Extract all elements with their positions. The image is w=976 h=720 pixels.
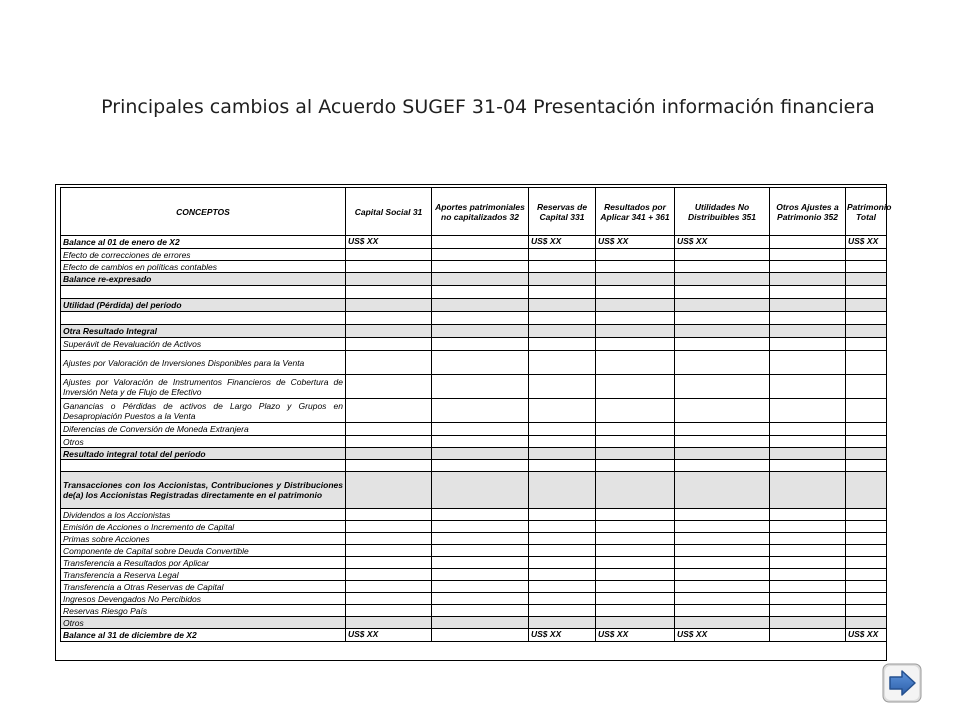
table-row: [61, 299, 887, 312]
cell-value: US$ XX: [529, 629, 596, 642]
cell-value: US$ XX: [846, 236, 887, 249]
row-label: Transferencia a Reserva Legal: [61, 569, 346, 581]
table-row: [61, 448, 887, 460]
table-row: [61, 593, 887, 605]
table-row: [61, 261, 887, 273]
cell-empty: [770, 236, 846, 249]
cell-empty: [432, 236, 529, 249]
right-arrow-icon: [882, 663, 922, 703]
table-row: [61, 351, 887, 375]
table-row: [61, 436, 887, 448]
header-conceptos: CONCEPTOS: [61, 188, 346, 236]
table-row: [61, 629, 887, 642]
cell-value: US$ XX: [846, 629, 887, 642]
row-label: Ganancias o Pérdidas de activos de Largo Plazo y Grupos en Desapropiación Puestos a la Venta: [61, 399, 346, 423]
row-label: Ajustes por Valoración de Instrumentos Financieros de Cobertura de Inversión Neta y de Flujo de Efectivo: [61, 375, 346, 399]
table-row: [61, 617, 887, 629]
row-label: Transacciones con los Accionistas, Contribuciones y Distribuciones de(a) los Accionistas Registradas directamente en el patrimonio: [61, 472, 346, 509]
table-row: [61, 236, 887, 249]
cell-value: US$ XX: [596, 236, 675, 249]
cell-value: US$ XX: [675, 236, 770, 249]
row-label: Balance re-expresado: [61, 273, 346, 286]
row-label: Superávit de Revaluación de Activos: [61, 338, 346, 351]
cell-empty: [770, 629, 846, 642]
table-row: [61, 249, 887, 261]
cell-value: US$ XX: [346, 236, 432, 249]
header-aportes: Aportes patrimoniales no capitalizados 32: [432, 188, 529, 236]
table-row: [61, 325, 887, 338]
table-row-spacer: [61, 312, 887, 325]
row-label: Otros: [61, 436, 346, 448]
table-row: [61, 533, 887, 545]
table-row: [61, 423, 887, 436]
table-row: [61, 521, 887, 533]
table-row: [61, 545, 887, 557]
header-otros-ajustes: Otros Ajustes a Patrimonio 352: [770, 188, 846, 236]
slide-title: Principales cambios al Acuerdo SUGEF 31-04 Presentación información financiera: [101, 96, 875, 118]
financial-statement-sheet: [55, 184, 892, 661]
table-row: [61, 581, 887, 593]
row-label: Transferencia a Otras Reservas de Capital: [61, 581, 346, 593]
row-label: Efecto de correcciones de errores: [61, 249, 346, 261]
table-row: [61, 375, 887, 399]
table-row: [61, 605, 887, 617]
table-row: [61, 569, 887, 581]
table-row: [61, 472, 887, 509]
row-label: Balance al 31 de diciembre de X2: [61, 629, 346, 642]
row-label: Componente de Capital sobre Deuda Convertible: [61, 545, 346, 557]
header-patrimonio: Patrimonio Total: [846, 188, 887, 236]
cell-empty: [432, 629, 529, 642]
table-row-spacer: [61, 286, 887, 299]
table-row: [61, 338, 887, 351]
header-row: [61, 188, 887, 236]
row-label: Ingresos Devengados No Percibidos: [61, 593, 346, 605]
row-label: Otra Resultado Integral: [61, 325, 346, 338]
header-capital-social: Capital Social 31: [346, 188, 432, 236]
row-label: Transferencia a Resultados por Aplicar: [61, 557, 346, 569]
row-label: Ajustes por Valoración de Inversiones Disponibles para la Venta: [61, 351, 346, 375]
row-label: Dividendos a los Accionistas: [61, 509, 346, 521]
next-slide-button[interactable]: [882, 663, 922, 703]
table-row: [61, 557, 887, 569]
row-label: Emisión de Acciones o Incremento de Capital: [61, 521, 346, 533]
header-reservas: Reservas de Capital 331: [529, 188, 596, 236]
table-row: [61, 399, 887, 423]
cell-value: US$ XX: [596, 629, 675, 642]
table-row-spacer: [61, 460, 887, 472]
cell-value: US$ XX: [675, 629, 770, 642]
row-label: Balance al 01 de enero de X2: [61, 236, 346, 249]
row-label: Otros: [61, 617, 346, 629]
row-label: Resultado integral total del período: [61, 448, 346, 460]
cell-value: US$ XX: [346, 629, 432, 642]
header-resultados: Resultados por Aplicar 341 + 361: [596, 188, 675, 236]
equity-changes-table: [60, 187, 892, 642]
row-label: Reservas Riesgo País: [61, 605, 346, 617]
row-label: Efecto de cambios en políticas contables: [61, 261, 346, 273]
cell-value: US$ XX: [529, 236, 596, 249]
row-label: Utilidad (Pérdida) del período: [61, 299, 346, 312]
header-utilidades: Utilidades No Distribuibles 351: [675, 188, 770, 236]
table-row: [61, 509, 887, 521]
row-label: Primas sobre Acciones: [61, 533, 346, 545]
row-label: Diferencias de Conversión de Moneda Extranjera: [61, 423, 346, 436]
table-row: [61, 273, 887, 286]
